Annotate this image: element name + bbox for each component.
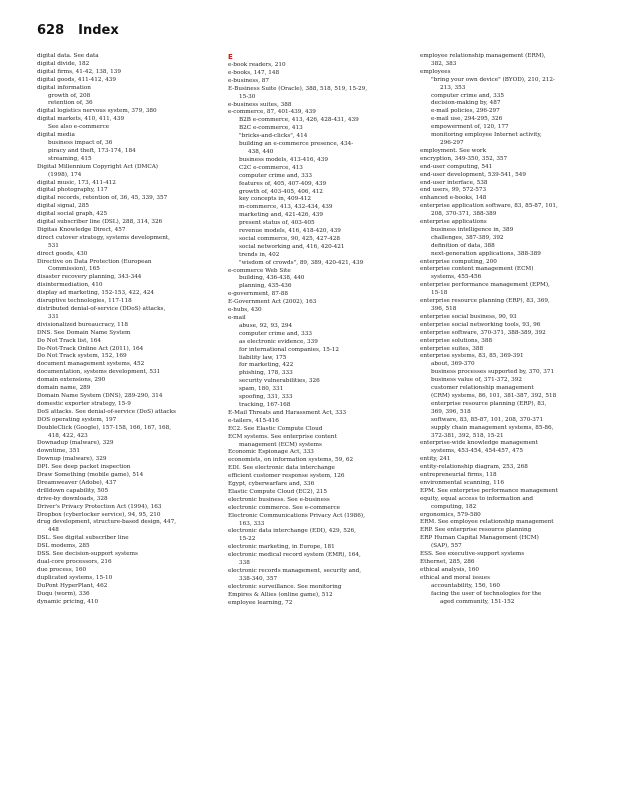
- index-entry: economists, on information systems, 59, 62: [228, 457, 354, 464]
- index-entry: 418, 422, 423: [48, 432, 88, 439]
- index-entry: 396, 518: [431, 306, 457, 312]
- index-entry: entity-relationship diagram, 253, 268: [420, 464, 528, 471]
- index-entry: revenue models, 416, 418-420, 439: [239, 228, 341, 235]
- index-entry: EPM. See enterprise performance management: [420, 487, 558, 494]
- index-entry: (CRM) systems, 86, 101, 381-387, 392, 518: [431, 392, 557, 399]
- index-entry: ergonomics, 579-580: [420, 511, 481, 518]
- index-entry: (SAP), 557: [431, 543, 462, 550]
- index-entry: business value of, 371-372, 392: [431, 377, 523, 384]
- index-entry: enterprise application software, 83, 85-87, 101,: [420, 203, 558, 210]
- index-entry: digital divide, 182: [37, 60, 90, 67]
- index-entry: computer crime and, 333: [239, 330, 312, 337]
- index-entry: customer relationship management: [431, 385, 534, 392]
- index-entry: 331: [48, 313, 59, 320]
- index-entry: enterprise social business, 90, 93: [420, 313, 517, 320]
- index-entry: Elastic Compute Cloud (EC2), 215: [228, 488, 328, 495]
- index-entry: ethical and moral issues: [420, 574, 490, 581]
- index-entry: B2B e-commerce, 413, 426, 428-431, 439: [239, 117, 359, 124]
- index-column-3: [420, 53, 600, 606]
- index-entry: DSL. See digital subscriber line: [37, 535, 129, 542]
- index-entry: digital media: [37, 132, 75, 139]
- index-entry: Dreamweaver (Adobe), 437: [37, 479, 117, 486]
- index-entry: e-mail: [228, 315, 246, 321]
- index-entry: accountability, 156, 160: [431, 582, 500, 589]
- index-entry: present status of, 403-405: [239, 220, 315, 227]
- index-entry: business intelligence in, 389: [431, 226, 514, 233]
- index-entry: domestic exporter strategy, 15-9: [37, 400, 131, 407]
- index-entry: entity, 241: [420, 456, 451, 463]
- index-entry: enterprise suites, 388: [420, 345, 484, 352]
- index-entry: enhanced e-books, 148: [420, 195, 487, 202]
- index-entry: business models, 413-416, 439: [239, 156, 328, 163]
- index-entry: Do Not Track system, 152, 169: [37, 353, 127, 360]
- index-entry: growth of, 403-405, 406, 412: [239, 188, 323, 195]
- index-entry: 531: [48, 242, 59, 249]
- index-entry: drug development, structure-based design, 447,: [37, 519, 177, 526]
- index-entry: e-books, 147, 148: [228, 69, 280, 76]
- index-entry: digital music, 173, 411-412: [37, 179, 116, 186]
- index-entry: DSL modems, 285: [37, 543, 90, 550]
- index-entry: document management systems, 452: [37, 361, 145, 368]
- index-entry: facing the user of technologies for the: [431, 590, 542, 597]
- index-entry: electronic marketing, in Europe, 181: [228, 544, 335, 551]
- index-entry: Driver's Privacy Protection Act (1994), 163: [37, 503, 162, 510]
- index-entry: decision-making by, 487: [431, 100, 501, 107]
- index-entry: ERP Human Capital Management (HCM): [420, 535, 539, 542]
- index-entry: 448: [48, 527, 59, 534]
- index-entry: as electronic evidence, 339: [239, 338, 318, 345]
- index-entry: building, 436-438, 440: [239, 275, 305, 282]
- index-entry: distributed denial-of-service (DDoS) attacks,: [37, 306, 166, 312]
- index-entry: enterprise performance management (EPM),: [420, 282, 550, 289]
- index-entry: next-generation applications, 388-389: [431, 250, 541, 257]
- index-entry: computer crime and, 333: [239, 172, 312, 179]
- index-entry: Do Not Track list, 164: [37, 337, 101, 344]
- index-entry: DNS. See Domain Name System: [37, 329, 131, 336]
- index-entry: DoubleClick (Google), 157-158, 166, 167, 168,: [37, 424, 172, 431]
- index-entry: Downadup (malware), 329: [37, 440, 114, 447]
- index-entry: domain extensions, 290: [37, 377, 106, 384]
- index-entry: employees: [420, 68, 451, 75]
- index-entry: "wisdom of crowds", 89, 389, 420-421, 439: [239, 259, 364, 266]
- index-entry: 213, 353: [440, 84, 466, 91]
- index-entry: social commerce, 90, 425, 427-428: [239, 235, 340, 242]
- index-entry: electronic surveillance. See monitoring: [228, 583, 342, 590]
- index-entry: trends in, 402: [239, 251, 280, 258]
- section-letter: E: [228, 53, 233, 61]
- index-entry: Electronic Communications Privacy Act (1986),: [228, 512, 365, 519]
- index-entry: e-government, 87-88: [228, 291, 289, 298]
- index-entry: (1998), 174: [48, 171, 82, 178]
- index-entry: digital information: [37, 84, 91, 91]
- index-entry: computing, 182: [431, 503, 477, 510]
- index-entry: e-business, 87: [228, 77, 270, 84]
- index-entry: Directive on Data Protection (European: [37, 258, 152, 265]
- index-entry: drilldown capability, 505: [37, 487, 109, 494]
- index-entry: for marketing, 422: [239, 362, 294, 369]
- index-entry: DPI. See deep packet inspection: [37, 464, 131, 471]
- index-entry: systems, 455-456: [431, 274, 482, 281]
- index-entry: due process, 160: [37, 566, 87, 573]
- index-entry: enterprise resource planning (ERP), 83,: [431, 400, 547, 407]
- index-entry: 296-297: [440, 139, 464, 146]
- page-header: [37, 23, 119, 43]
- index-entry: Downup (malware), 329: [37, 456, 107, 463]
- index-entry: direct cutover strategy, systems development,: [37, 234, 170, 241]
- index-entry: piracy and theft, 173-174, 184: [48, 147, 136, 154]
- index-entry: supply chain management systems, 85-86,: [431, 424, 554, 431]
- index-entry: 369, 396, 518: [431, 408, 471, 415]
- index-entry: domain name, 289: [37, 385, 91, 392]
- page-number: 628: [37, 23, 65, 38]
- index-entry: direct goods, 430: [37, 250, 88, 257]
- index-entry: ESS. See executive-support systems: [420, 551, 525, 558]
- index-entry: C2C e-commerce, 413: [239, 164, 303, 171]
- index-entry: 15-22: [239, 536, 256, 543]
- index-entry: 208, 370-371, 388-389: [431, 211, 497, 218]
- index-entry: Digital Millennium Copyright Act (DMCA): [37, 163, 159, 170]
- index-entry: DSS. See decision-support systems: [37, 551, 138, 558]
- index-entry: end-user development, 539-541, 549: [420, 171, 526, 178]
- index-entry: enterprise content management (ECM): [420, 266, 534, 273]
- index-entry: enterprise resource planning (ERP), 83, 369,: [420, 298, 550, 305]
- index-entry: end-user interface, 538: [420, 179, 488, 186]
- index-entry: business impact of, 36: [48, 139, 113, 146]
- index-entry: duplicated systems, 15-10: [37, 574, 113, 581]
- index-entry: E-Government Act (2002), 163: [228, 299, 317, 306]
- index-entry: digital data. See data: [37, 53, 99, 59]
- index-entry: Do-Not-Track Online Act (2011), 164: [37, 345, 144, 352]
- index-entry: Ethernet, 285, 286: [420, 559, 475, 565]
- index-entry: e-book readers, 210: [228, 62, 286, 68]
- index-entry: about, 369-370: [431, 361, 475, 368]
- index-entry: digital logistics nervous system, 379, 380: [37, 108, 157, 115]
- index-entry: liability law, 175: [239, 354, 287, 361]
- index-entry: Economic Espionage Act, 333: [228, 449, 314, 456]
- index-entry: EC2. See Elastic Compute Cloud: [228, 425, 323, 432]
- index-entry: "bricks-and-clicks", 414: [239, 133, 308, 140]
- index-entry: DuPont HyperPlant, 462: [37, 582, 108, 589]
- index-entry: phishing, 178, 333: [239, 370, 293, 377]
- index-entry: systems, 453-454, 454-457, 475: [431, 448, 523, 455]
- index-entry: growth of, 208: [48, 92, 91, 99]
- index-entry: security vulnerabilities, 326: [239, 378, 320, 385]
- index-entry: digital firms, 41-42, 138, 139: [37, 68, 122, 75]
- index-entry: documentation, systems development, 531: [37, 369, 161, 376]
- index-entry: 372-381, 392, 518, 15-21: [431, 432, 504, 439]
- index-entry: building an e-commerce presence, 434-: [239, 141, 354, 148]
- index-entry: enterprise systems, 83, 85, 369-391: [420, 353, 524, 360]
- index-entry: abuse, 92, 93, 294: [239, 322, 293, 329]
- index-entry: E-Mail Threats and Harassment Act, 333: [228, 409, 347, 416]
- index-entry: streaming, 415: [48, 155, 92, 162]
- index-entry: definition of data, 388: [431, 242, 495, 249]
- index-entry: Domain Name System (DNS), 289-290, 314: [37, 392, 163, 399]
- index-entry: DOS operating system, 197: [37, 416, 117, 423]
- index-entry: business processes supported by, 370, 371: [431, 369, 555, 376]
- index-entry: marketing and, 421-426, 439: [239, 212, 323, 219]
- index-entry: e-commerce Web Site: [228, 267, 291, 274]
- index-entry: environmental scanning, 116: [420, 479, 505, 486]
- index-entry: monitoring employee Internet activity,: [431, 132, 542, 139]
- index-entry: digital photography, 117: [37, 187, 108, 194]
- index-entry: digital records, retention of, 36, 45, 339, 357: [37, 195, 168, 202]
- index-entry: B2C e-commerce, 413: [239, 125, 303, 132]
- page-title: Index: [78, 23, 119, 38]
- index-entry: employee relationship management (ERM),: [420, 53, 546, 59]
- index-column-2: [228, 53, 408, 608]
- index-entry: enterprise computing, 200: [420, 258, 497, 265]
- index-entry: DoS attacks. See denial-of-service (DoS) attacks: [37, 408, 176, 415]
- index-entry: 163, 333: [239, 520, 265, 527]
- index-entry: employment. See work: [420, 147, 487, 154]
- index-entry: ECM systems. See enterprise content: [228, 433, 337, 440]
- index-entry: 438, 440: [248, 148, 274, 155]
- index-entry: e-tailers, 415-416: [228, 417, 279, 424]
- index-entry: e-mail use, 294-295, 326: [431, 116, 503, 123]
- index-entry: tracking, 167-168: [239, 401, 291, 408]
- index-entry: electronic medical record system (EMR), 164,: [228, 552, 361, 559]
- index-entry: 15-18: [431, 290, 448, 297]
- index-entry: e-business suites, 388: [228, 101, 292, 108]
- index-entry: retention of, 36: [48, 100, 93, 107]
- index-entry: equity, equal access to information and: [420, 495, 534, 502]
- index-entry: disaster recovery planning, 343-344: [37, 274, 142, 281]
- index-entry: 15-30: [239, 93, 256, 100]
- index-column-1: [37, 53, 217, 606]
- index-entry: enterprise-wide knowledge management: [420, 440, 538, 447]
- index-entry: spoofing, 331, 333: [239, 394, 293, 401]
- index-entry: 338-340, 357: [239, 575, 278, 582]
- index-entry: efficient customer response system, 126: [228, 473, 345, 480]
- index-entry: ethical analysis, 160: [420, 566, 479, 573]
- index-entry: electronic data interchange (EDI), 429, 526,: [228, 528, 356, 535]
- index-entry: aged community, 151-152: [440, 598, 515, 605]
- index-entry: electronic business. See e-business: [228, 496, 330, 503]
- index-entry: 338: [239, 560, 250, 567]
- index-entry: spam, 180, 331: [239, 386, 284, 393]
- index-entry: planning, 435-436: [239, 283, 292, 290]
- index-entry: enterprise software, 370-371, 388-389, 392: [420, 329, 546, 336]
- index-entry: features of, 405, 407-409, 439: [239, 180, 327, 187]
- index-entry: divisionalized bureaucracy, 118: [37, 321, 129, 328]
- index-entry: enterprise applications: [420, 219, 487, 226]
- index-entry: enterprise solutions, 388: [420, 337, 493, 344]
- index-entry: downtime, 351: [37, 448, 80, 455]
- index-entry: digital markets, 410, 411, 439: [37, 116, 125, 123]
- index-entry: ERP. See enterprise resource planning: [420, 527, 532, 534]
- index-entry: digital goods, 411-412, 439: [37, 76, 116, 83]
- index-entry: empowerment of, 120, 177: [431, 124, 509, 131]
- index-entry: management (ECM) systems: [239, 441, 322, 448]
- index-entry: "bring your own device" (BYOD), 210, 212-: [431, 76, 555, 83]
- index-entry: encryption, 349-350, 352, 357: [420, 155, 508, 162]
- index-entry: disintermediation, 410: [37, 282, 103, 289]
- index-entry: Duqu (worm), 336: [37, 590, 90, 597]
- index-entry: digital subscriber line (DSL), 288, 314, 326: [37, 219, 163, 226]
- index-entry: dynamic pricing, 410: [37, 598, 99, 605]
- index-entry: for international companies, 15-12: [239, 346, 339, 353]
- index-entry: drive-by downloads, 328: [37, 495, 108, 502]
- index-entry: end users, 99, 572-573: [420, 187, 487, 194]
- index-entry: Digitas Knowledge Direct, 457: [37, 226, 126, 233]
- index-entry: Draw Something (mobile game), 514: [37, 472, 144, 479]
- index-entry: E-Business Suite (Oracle), 388, 518, 519, 15-29,: [228, 85, 368, 92]
- index-entry: electronic commerce. See e-commerce: [228, 504, 341, 511]
- index-entry: See also e-commerce: [48, 124, 110, 131]
- index-entry: employee learning, 72: [228, 599, 293, 606]
- index-entry: computer crime and, 335: [431, 92, 504, 99]
- index-entry: software, 83, 85-87, 101, 208, 370-371: [431, 416, 544, 423]
- index-entry: Empires & Allies (online game), 512: [228, 591, 333, 598]
- index-entry: challenges, 387-389, 392: [431, 234, 504, 241]
- index-entry: 382, 383: [431, 60, 457, 67]
- index-entry: digital social graph, 425: [37, 211, 108, 218]
- index-entry: e-commerce, 87, 401-439, 439: [228, 109, 316, 116]
- index-entry: entrepreneurial firms, 118: [420, 472, 497, 479]
- index-entry: social networking and, 416, 420-421: [239, 243, 345, 250]
- index-entry: dual-core processors, 216: [37, 559, 112, 565]
- index-entry: key concepts in, 409-412: [239, 196, 312, 203]
- index-entry: ERM. See employee relationship management: [420, 519, 554, 526]
- index-entry: electronic records management, security and,: [228, 568, 362, 574]
- index-entry: e-hubs, 430: [228, 307, 262, 314]
- index-entry: m-commerce, 413, 432-434, 439: [239, 204, 333, 211]
- index-entry: Egypt, cyberwarfare and, 336: [228, 481, 315, 488]
- index-entry: Dropbox (cyberlocker service), 94, 95, 210: [37, 511, 161, 518]
- index-entry: end-user computing, 541: [420, 163, 493, 170]
- index-entry: digital signal, 285: [37, 203, 89, 210]
- index-entry: e-mail policies, 296-297: [431, 108, 500, 115]
- index-entry: display ad marketing, 152-153, 422, 424: [37, 290, 155, 297]
- index-entry: enterprise social networking tools, 93, 96: [420, 321, 541, 328]
- index-entry: EDI. See electronic data interchange: [228, 465, 335, 472]
- index-entry: Commission), 165: [48, 266, 100, 273]
- index-entry: disruptive technologies, 117-118: [37, 298, 132, 305]
